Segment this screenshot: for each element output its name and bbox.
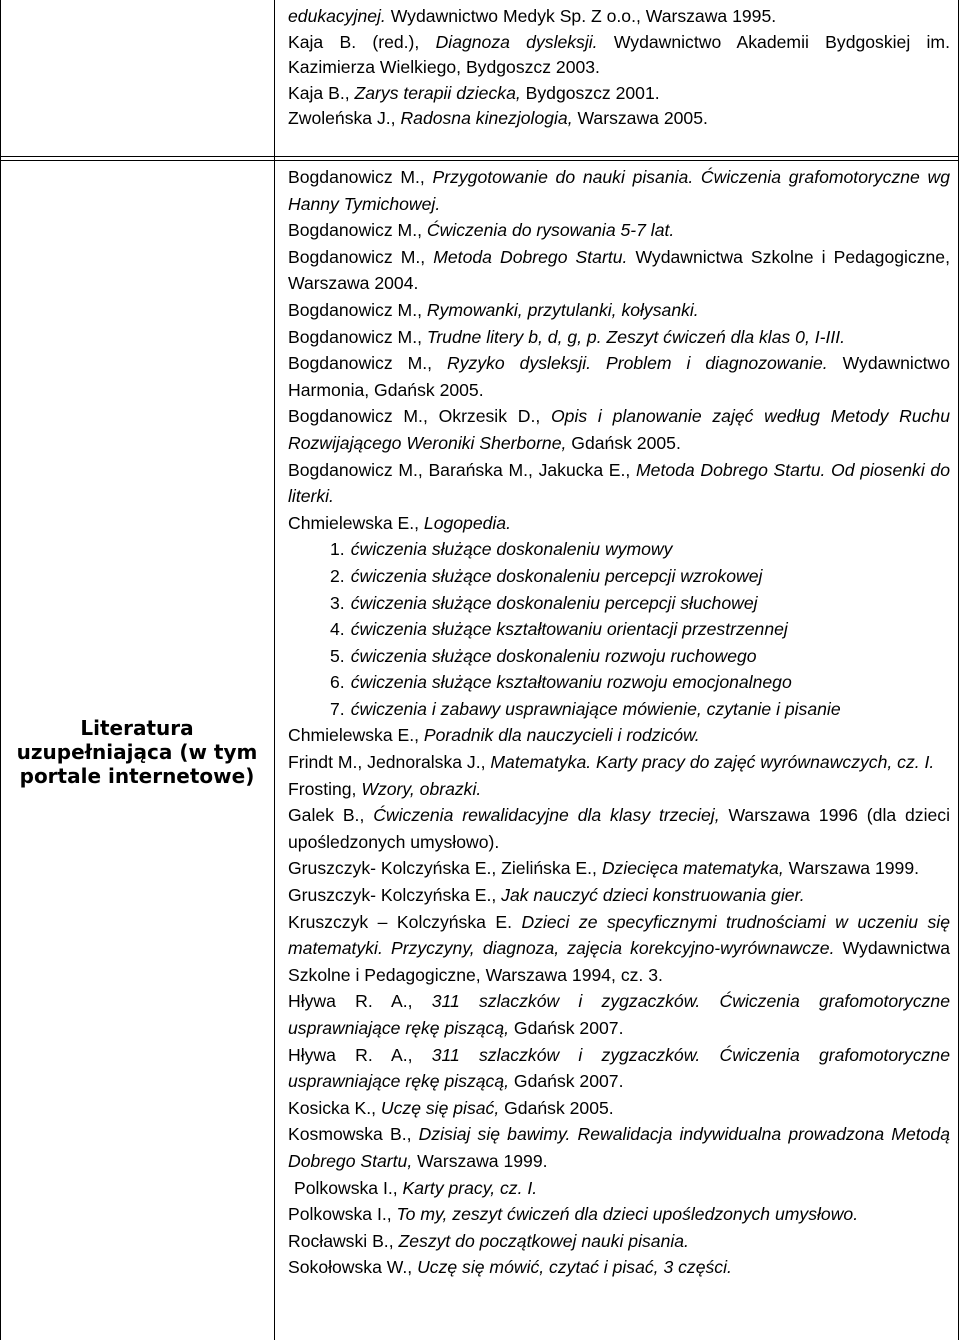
entry-text: Gruszczyk- Kolczyńska E., Zielińska E., <box>288 858 602 879</box>
bibliography-entry <box>288 1121 950 1174</box>
list-item-text: ćwiczenia służące doskonaleniu percepcji wzrokowej <box>350 565 763 586</box>
entry-text: Kaja B. (red.), <box>288 31 436 52</box>
numbered-list-item <box>288 590 950 617</box>
numbered-list-item <box>288 696 950 723</box>
list-item-text: ćwiczenia służące kształtowaniu rozwoju emocjonalnego <box>350 672 792 693</box>
list-item-text: ćwiczenia służące kształtowaniu orientacji przestrzennej <box>350 619 788 640</box>
entry-text: Sokołowska W., <box>288 1257 418 1278</box>
entry-text: Warszawa 1996 (dla dzieci upośledzonych umysłowo). <box>288 805 950 852</box>
list-number: 5. <box>330 645 345 666</box>
table-column-divider <box>274 0 275 1340</box>
list-number: 3. <box>330 592 345 613</box>
bibliography-entry <box>288 1254 950 1281</box>
entry-title: Dzieci ze specyficznymi trudnościami w uczeniu się matematyki. Przyczyny, diagnoza, zajęcia korekcyjno-wyrównawcze. <box>288 911 951 959</box>
bibliography-entry <box>288 988 950 1041</box>
list-item-text: ćwiczenia służące doskonaleniu wymowy <box>350 539 673 560</box>
entry-text: Gdańsk 2007. <box>509 1071 624 1092</box>
entry-title: edukacyjnej. <box>288 6 386 26</box>
numbered-list-item <box>288 643 950 670</box>
bibliography-entry <box>288 855 950 882</box>
bibliography-entry <box>288 403 950 456</box>
entry-title: Uczę się pisać, <box>380 1097 500 1118</box>
list-item-text: ćwiczenia służące doskonaleniu rozwoju ruchowego <box>350 645 757 666</box>
bibliography-entry <box>288 457 950 510</box>
entry-title: Radosna kinezjologia, <box>400 108 573 129</box>
entry-text: Bogdanowicz M., <box>288 326 427 347</box>
entry-text: Bogdanowicz M., Okrzesik D., <box>288 406 551 427</box>
entry-title: Rymowanki, przytulanki, kołysanki. <box>426 299 699 320</box>
entry-title: Logopedia. <box>423 512 511 533</box>
section-label-line: uzupełniająca (w tym <box>16 740 258 764</box>
entry-title: Metoda Dobrego Startu. <box>433 246 628 267</box>
entry-text: Warszawa 1999. <box>783 858 919 879</box>
bibliography-entry <box>288 1095 950 1122</box>
entry-text: Kosicka K., <box>288 1097 381 1118</box>
bibliography-entry <box>288 1201 950 1228</box>
bibliography-entry <box>288 30 950 81</box>
entry-text: Wydawnictwa Szkolne i Pedagogiczne, Warszawa 1994, cz. 3. <box>288 938 950 985</box>
list-number: 6. <box>330 672 345 693</box>
entry-title: Diagnoza dysleksji. <box>435 31 598 52</box>
entry-text: Frosting, <box>288 778 362 799</box>
table-border-right <box>958 0 959 1340</box>
entry-text: Chmielewska E., <box>288 512 424 533</box>
entry-text: Bydgoszcz 2001. <box>520 82 660 103</box>
bibliography-entry <box>288 722 950 749</box>
entry-text: Zwoleńska J., <box>288 108 401 129</box>
numbered-list-item <box>288 536 950 563</box>
bibliography-entry <box>288 749 950 776</box>
list-number: 7. <box>330 698 345 719</box>
entry-text: Warszawa 1999. <box>412 1150 548 1171</box>
bibliography-entry <box>288 81 950 107</box>
entry-title: Przygotowanie do nauki pisania. Ćwiczenia grafomotoryczne wg Hanny Tymichowej. <box>288 167 950 214</box>
list-number: 4. <box>330 619 345 640</box>
entry-text: Hływa R. A., <box>288 991 432 1012</box>
entry-text: Gdańsk 2005. <box>499 1097 614 1118</box>
entry-text: Polkowska I., <box>288 1204 397 1225</box>
entry-text: Bogdanowicz M., Barańska M., Jakucka E., <box>288 459 636 480</box>
entry-text: Bogdanowicz M., <box>288 299 427 320</box>
bibliography-entry <box>288 297 950 324</box>
bibliography-entry <box>288 882 950 909</box>
entry-text: Frindt M., Jednoralska J., <box>288 752 491 773</box>
bibliography-entry <box>288 909 950 989</box>
entry-text: Kruszczyk – Kolczyńska E. <box>288 911 522 932</box>
bibliography-entry <box>288 324 950 351</box>
section-label-line: portale internetowe) <box>19 764 255 788</box>
entry-text: Kosmowska B., <box>288 1124 419 1145</box>
entry-title: Metoda Dobrego Startu. Od piosenki do literki. <box>288 459 950 507</box>
entry-title: Dziecięca matematyka, <box>601 858 784 879</box>
entry-text: Wydawnictwo Akademii Bydgoskiej im. Kazimierza Wielkiego, Bydgoszcz 2003. <box>288 31 950 78</box>
table-row-divider <box>0 156 959 157</box>
entry-text: Kaja B., <box>288 82 355 103</box>
bibliography-entry <box>288 217 950 244</box>
table-row-divider-inner <box>0 160 959 161</box>
bibliography-entry <box>288 4 950 30</box>
entry-text: Gdańsk 2005. <box>566 432 681 453</box>
entry-title: Karty pracy, cz. I. <box>402 1177 538 1198</box>
entry-title: Wzory, obrazki. <box>361 778 482 799</box>
section-label <box>6 716 268 788</box>
entry-text: Wydawnictwo Harmonia, Gdańsk 2005. <box>288 353 950 400</box>
table-border-left <box>0 0 1 1340</box>
entry-text: Bogdanowicz M., <box>288 167 433 187</box>
list-item-text: ćwiczenia i zabawy usprawniające mówienie, czytanie i pisanie <box>350 698 841 719</box>
entry-title: Opis i planowanie zajęć według Metody Ruchu Rozwijającego Weroniki Sherborne, <box>288 406 950 453</box>
entry-title: 311 szlaczków i zygzaczków. Ćwiczenia grafomotoryczne usprawniające rękę piszącą, <box>288 1044 950 1092</box>
entry-text: Wydawnictwa Szkolne i Pedagogiczne, Warszawa 2004. <box>288 246 950 294</box>
numbered-list-item <box>288 669 950 696</box>
entry-text: Hływa R. A., <box>288 1044 432 1065</box>
entry-text: Gdańsk 2007. <box>509 1018 624 1038</box>
entry-text: Bogdanowicz M., <box>288 353 448 374</box>
entry-title: Uczę się mówić, czytać i pisać, 3 części. <box>417 1257 732 1278</box>
bibliography-entry <box>288 1175 950 1202</box>
bibliography-entry <box>288 1228 950 1255</box>
bibliography-entry <box>288 164 950 217</box>
entry-title: Matematyka. Karty pracy do zajęć wyrównawczych, cz. I. <box>490 752 935 773</box>
entry-title: To my, zeszyt ćwiczeń dla dzieci upośledzonych umysłowo. <box>396 1204 859 1225</box>
bibliography-entry <box>288 350 950 403</box>
entry-text: Wydawnictwo Medyk Sp. Z o.o., Warszawa 1995. <box>385 6 777 26</box>
list-number: 2. <box>330 565 345 586</box>
section-label-line: Literatura <box>80 716 194 740</box>
entry-title: Poradnik dla nauczycieli i rodziców. <box>423 725 700 746</box>
entry-text: Polkowska I., <box>294 1177 403 1198</box>
bibliography-entry <box>288 510 950 537</box>
entry-text: Rocławski B., <box>288 1230 399 1251</box>
entry-title: Zarys terapii dziecka, <box>354 82 521 103</box>
bibliography-entry <box>288 244 950 297</box>
numbered-list-item <box>288 563 950 590</box>
bibliography-entry <box>288 106 950 132</box>
bibliography-entry <box>288 802 950 855</box>
entry-text: Warszawa 2005. <box>572 108 708 129</box>
entry-title: Trudne litery b, d, g, p. Zeszyt ćwiczeń dla klas 0, I-III. <box>426 326 846 347</box>
bibliography-entry <box>288 776 950 803</box>
entry-title: Jak nauczyć dzieci konstruowania gier. <box>501 885 805 906</box>
entry-title: Ćwiczenia rewalidacyjne dla klasy trzeciej, <box>373 805 720 826</box>
entry-title: Ryzyko dysleksji. Problem i diagnozowanie. <box>447 353 828 374</box>
entry-text: Gruszczyk- Kolczyńska E., <box>288 885 502 906</box>
entry-title: 311 szlaczków i zygzaczków. Ćwiczenia grafomotoryczne usprawniające rękę piszącą, <box>288 991 950 1038</box>
numbered-list-item <box>288 616 950 643</box>
list-number: 1. <box>330 539 345 560</box>
previous-bibliography-list <box>288 4 950 132</box>
supplementary-bibliography-list <box>288 164 950 1281</box>
bibliography-entry <box>288 1042 950 1095</box>
entry-text: Galek B., <box>288 805 374 826</box>
entry-text: Bogdanowicz M., <box>288 220 427 241</box>
entry-title: Ćwiczenia do rysowania 5-7 lat. <box>426 220 675 241</box>
entry-text: Bogdanowicz M., <box>288 246 434 267</box>
entry-title: Zeszyt do początkowej nauki pisania. <box>398 1230 689 1251</box>
entry-title: Dzisiaj się bawimy. Rewalidacja indywidualna prowadzona Metodą Dobrego Startu, <box>288 1124 950 1171</box>
list-item-text: ćwiczenia służące doskonaleniu percepcji słuchowej <box>350 592 758 613</box>
entry-text: Chmielewska E., <box>288 725 424 746</box>
